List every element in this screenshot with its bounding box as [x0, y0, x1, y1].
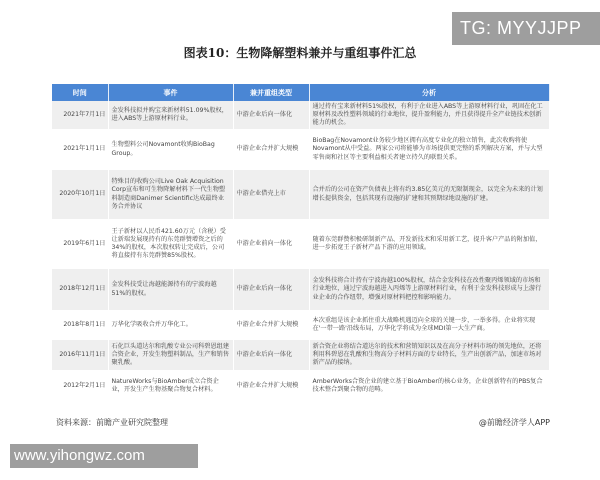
cell-event: 特殊目的收购公司Live Oak Acquisition Corp宣布和可生物降解材料下一代生物塑料制造商Danimer Scientific达成最终业务合并协议	[108, 170, 233, 219]
cell-type: 中游企业后向一体化	[233, 340, 309, 370]
cell-type: 中游企业合并扩大规模	[233, 370, 309, 402]
table-row	[52, 370, 549, 402]
cell-type: 中游企业合并扩大规模	[233, 310, 309, 340]
table-row	[52, 101, 549, 129]
cell-event: 王子新材以人民币421.60万元（含税）受让新瑞发展现持有的东莞群赞增资之后的34%的股权，本次股权转让完成后，公司将直接持有东莞群赞85%股权。	[108, 219, 233, 269]
cell-date: 2019年6月1日	[52, 219, 108, 269]
cell-event: NatureWorks与BioAmber成立合资企业，开发生产生物基聚合物复合材料。	[108, 370, 233, 402]
url-watermark: www.yihongwz.com	[10, 444, 198, 468]
table-row	[52, 170, 549, 219]
cell-type: 中游企业合并扩大规模	[233, 129, 309, 170]
cell-analysis: 本次重组是该企业抓住重大战略机遇迈向全球的关键一步，一举多得。企业将实现在'一带一路'沿线布局，万华化学将成为全球MDI第一大生产商。	[309, 310, 549, 340]
cell-event: 金发科技拟并购宝来新材料51.09%股权，进入ABS等上游原材料行业。	[108, 101, 233, 129]
figure-title: 图表10：生物降解塑料兼并与重组事件汇总	[183, 46, 417, 60]
cell-analysis: BioBag在Novamont业务较少地区拥有高度专业化的独立销售，此次收购将使Novamont从中受益。两家公司将能够为市场提供更完整的系列解决方案，并与大型零售商和社区等主要利益相关者建立持久的联盟关系。	[309, 129, 549, 170]
header-analysis: 分析	[309, 84, 549, 101]
cell-date: 2021年7月1日	[52, 101, 108, 129]
header-type: 兼并重组类型	[233, 84, 309, 101]
cell-type: 中游企业前向一体化	[233, 219, 309, 269]
brand-credit: @前瞻经济学人APP	[478, 418, 550, 427]
table-row	[52, 340, 549, 370]
cell-date: 2018年12月1日	[52, 269, 108, 310]
cell-type: 中游企业后向一体化	[233, 101, 309, 129]
cell-date: 2018年8月1日	[52, 310, 108, 340]
cell-event: 万华化学吸收合并万华化工。	[108, 310, 233, 340]
table-row	[52, 129, 549, 170]
cell-event: 金发科技受让海越能源持有的宁波海越51%的股权。	[108, 269, 233, 310]
cell-date: 2012年2月1日	[52, 370, 108, 402]
cell-event: 石化巨头道达尔和乳酸专业公司科碧恩组建合资企业，开发生物塑料制品，生产和销售聚乳酸。	[108, 340, 233, 370]
cell-date: 2020年10月1日	[52, 170, 108, 219]
table-row	[52, 219, 549, 269]
cell-event: 生物塑料公司Novamont收购BioBag Group。	[108, 129, 233, 170]
cell-type: 中游企业后向一体化	[233, 269, 309, 310]
table-row	[52, 269, 549, 310]
cell-analysis: AmberWorks合资企业的建立基于BioAmber的核心业务，企业创新特有的PBS复合技术整合到聚合物的范畴。	[309, 370, 549, 402]
source-note: 资料来源：前瞻产业研究院整理	[56, 418, 168, 427]
header-date: 时间	[52, 84, 108, 101]
table-row	[52, 310, 549, 340]
cell-analysis: 金发科技将合计持有宁波海越100%股权，结合金发科技在改性聚丙烯领域的市场和行业地位，通过宁波海越进入丙烯等上游原材料行业，有利于金发科技形成与上游行业企业的合作纽带，增强对原材料把控和影响能力。	[309, 269, 549, 310]
cell-analysis: 通过持有宝来新材料51%股权，有利于企业进入ABS等上游原材料行业，巩固在化工原材料及改性塑料领域的行业地位，提升盈利能力，并且获得提升全产业链技术创新能力的机会。	[309, 101, 549, 129]
cell-type: 中游企业借壳上市	[233, 170, 309, 219]
table-header-row	[52, 84, 549, 101]
cell-analysis: 随着东莞群赞积极研制新产品、开发新技术和采用新工艺，提升客户产品的附加值，进一步拓宽王子新材产品下游的应用领域。	[309, 219, 549, 269]
tg-watermark: TG: MYYJJPP	[452, 12, 600, 45]
header-event: 事件	[108, 84, 233, 101]
cell-date: 2021年1月1日	[52, 129, 108, 170]
cell-analysis: 新合资企业将结合道达尔的技术和营销知识以及在高分子材料市场的领先地位，还将利用科碧恩在乳酸和生物高分子材料方面的专业特长，生产出创新产品，加速市场对新产品的接纳。	[309, 340, 549, 370]
cell-date: 2016年11月1日	[52, 340, 108, 370]
cell-analysis: 合并后的公司在资产负债表上将有约3.85亿美元的无限制现金，以完全为未来的计划增长提供资金，包括其现有设施的扩建和其预期绿地设施的扩建。	[309, 170, 549, 219]
events-table	[52, 84, 550, 402]
